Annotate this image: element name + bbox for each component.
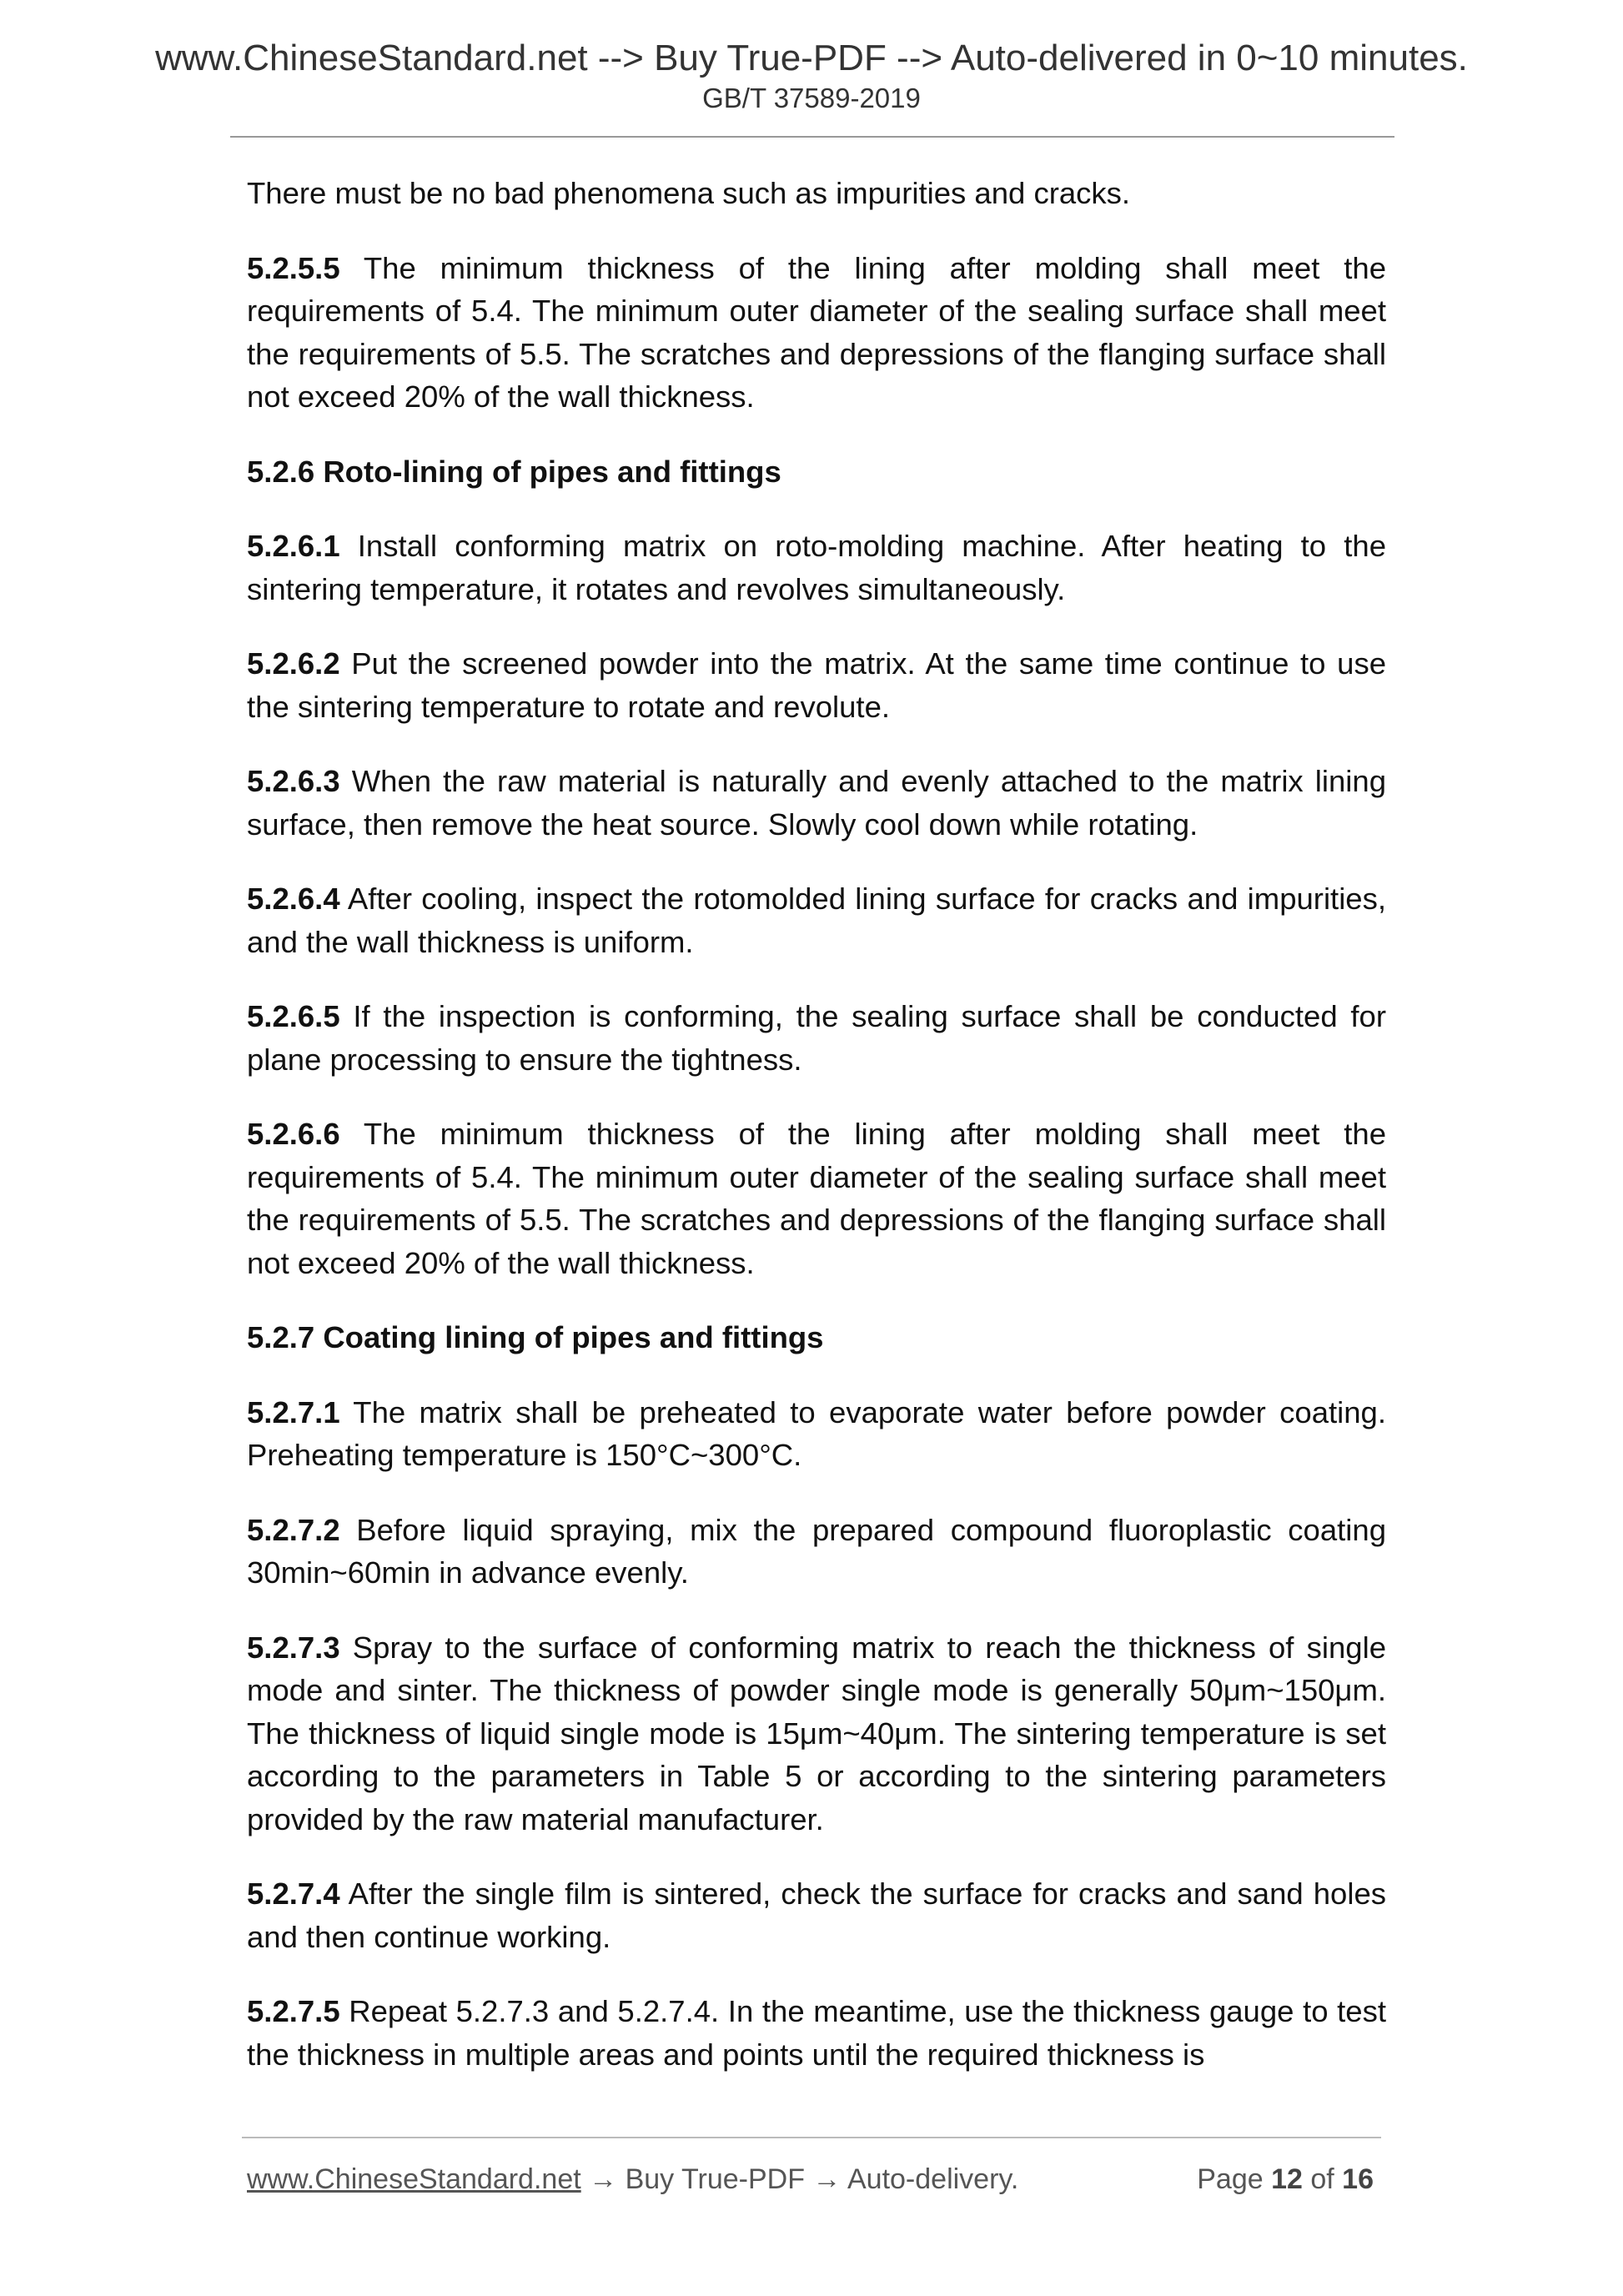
clause-5-2-6-2 (247, 642, 1386, 728)
clause-5-2-7-4 (247, 1872, 1386, 1958)
clause-number: 5.2.6.4 (247, 882, 340, 916)
header-banner: www.ChineseStandard.net --> Buy True-PDF --> Auto-delivered in 0~10 minutes. (155, 38, 1468, 78)
clause-number: 5.2.7.3 (247, 1630, 340, 1665)
clause-text: The matrix shall be preheated to evaporate water before powder coating. Preheating temperature is 150°C~300°C. (247, 1394, 1386, 1472)
clause-5-2-6-1 (247, 525, 1386, 610)
page-indicator: Page 12 of 16 (1197, 2163, 1374, 2195)
site-link[interactable]: www.ChineseStandard.net (247, 2163, 581, 2195)
clause-text: After cooling, inspect the rotomolded lining surface for cracks and impurities, and the wall thickness is uniform. (247, 882, 1386, 959)
clause-text: Install conforming matrix on roto-molding machine. After heating to the sintering temperature, it rotates and revolves simultaneously. (247, 529, 1386, 606)
clause-5-2-5-5 (247, 247, 1386, 419)
clause-text: If the inspection is conforming, the sealing surface shall be conducted for plane processing to ensure the tightness. (247, 999, 1386, 1077)
clause-text: Put the screened powder into the matrix. At the same time continue to use the sintering temperature to rotate and revolute. (247, 646, 1386, 724)
standard-id: GB/T 37589-2019 (702, 83, 921, 113)
clause-5-2-6-4 (247, 877, 1386, 963)
section-heading-5-2-7: 5.2.7 Coating lining of pipes and fittings (247, 1320, 824, 1354)
clause-5-2-7-1 (247, 1391, 1386, 1477)
clause-5-2-6-3 (247, 760, 1386, 846)
clause-5-2-7-2 (247, 1509, 1386, 1595)
clause-number: 5.2.6.1 (247, 529, 340, 563)
clause-text: The minimum thickness of the lining after molding shall meet the requirements of 5.4. The minimum outer diameter of the sealing surface shall meet the requirements of 5.5. The scratches and depressions of the flanging surface shall not exceed 20% of the wall thickness. (247, 1117, 1386, 1280)
clause-number: 5.2.7.1 (247, 1394, 340, 1429)
clause-text: When the raw material is naturally and evenly attached to the matrix lining surface, then remove the heat source. Slowly cool down while rotating. (247, 764, 1386, 842)
document-body (247, 172, 1386, 2108)
clause-5-2-7-3 (247, 1626, 1386, 1841)
clause-number: 5.2.6.5 (247, 999, 340, 1033)
footer-left (247, 2158, 1018, 2200)
clause-number: 5.2.7.2 (247, 1512, 340, 1547)
clause-text: The minimum thickness of the lining after molding shall meet the requirements of 5.4. The minimum outer diameter of the sealing surface shall meet the requirements of 5.5. The scratches and depressions of the flanging surface shall not exceed 20% of the wall thickness. (247, 250, 1386, 414)
clause-number: 5.2.5.5 (247, 250, 340, 285)
clause-text: Repeat 5.2.7.3 and 5.2.7.4. In the meantime, use the thickness gauge to test the thickness in multiple areas and points until the required thickness is (247, 1994, 1386, 2072)
clause-number: 5.2.7.4 (247, 1876, 340, 1911)
current-page-number: 12 (1271, 2163, 1303, 2195)
footer-divider (242, 2137, 1381, 2138)
clause-5-2-7-5 (247, 1990, 1386, 2076)
clause-text: Before liquid spraying, mix the prepared compound fluoroplastic coating 30min~60min in advance evenly. (247, 1512, 1386, 1590)
clause-number: 5.2.6.3 (247, 764, 340, 798)
section-heading-5-2-6: 5.2.6 Roto-lining of pipes and fittings (247, 454, 781, 489)
clause-text: Spray to the surface of conforming matrix to reach the thickness of single mode and sinter. The thickness of powder single mode is generally 50μm~150μm. The thickness of liquid single mode is 15μm~40μm. The sintering temperature is set according to the parameters in Table 5 or according to the sintering parameters provided by the raw material manufacturer. (247, 1630, 1386, 1836)
clause-text: After the single film is sintered, check the surface for cracks and sand holes and then continue working. (247, 1876, 1386, 1954)
clause-number: 5.2.7.5 (247, 1994, 340, 2028)
header-divider (230, 136, 1394, 138)
clause-5-2-6-5 (247, 995, 1386, 1081)
page-footer (247, 2158, 1386, 2200)
paragraph: There must be no bad phenomena such as impurities and cracks. (247, 176, 1131, 210)
clause-number: 5.2.6.6 (247, 1117, 340, 1151)
footer-tagline: → Buy True-PDF → Auto-delivery. (580, 2163, 1019, 2195)
clause-number: 5.2.6.2 (247, 646, 340, 681)
total-page-count: 16 (1342, 2163, 1374, 2195)
clause-5-2-6-6 (247, 1113, 1386, 1284)
